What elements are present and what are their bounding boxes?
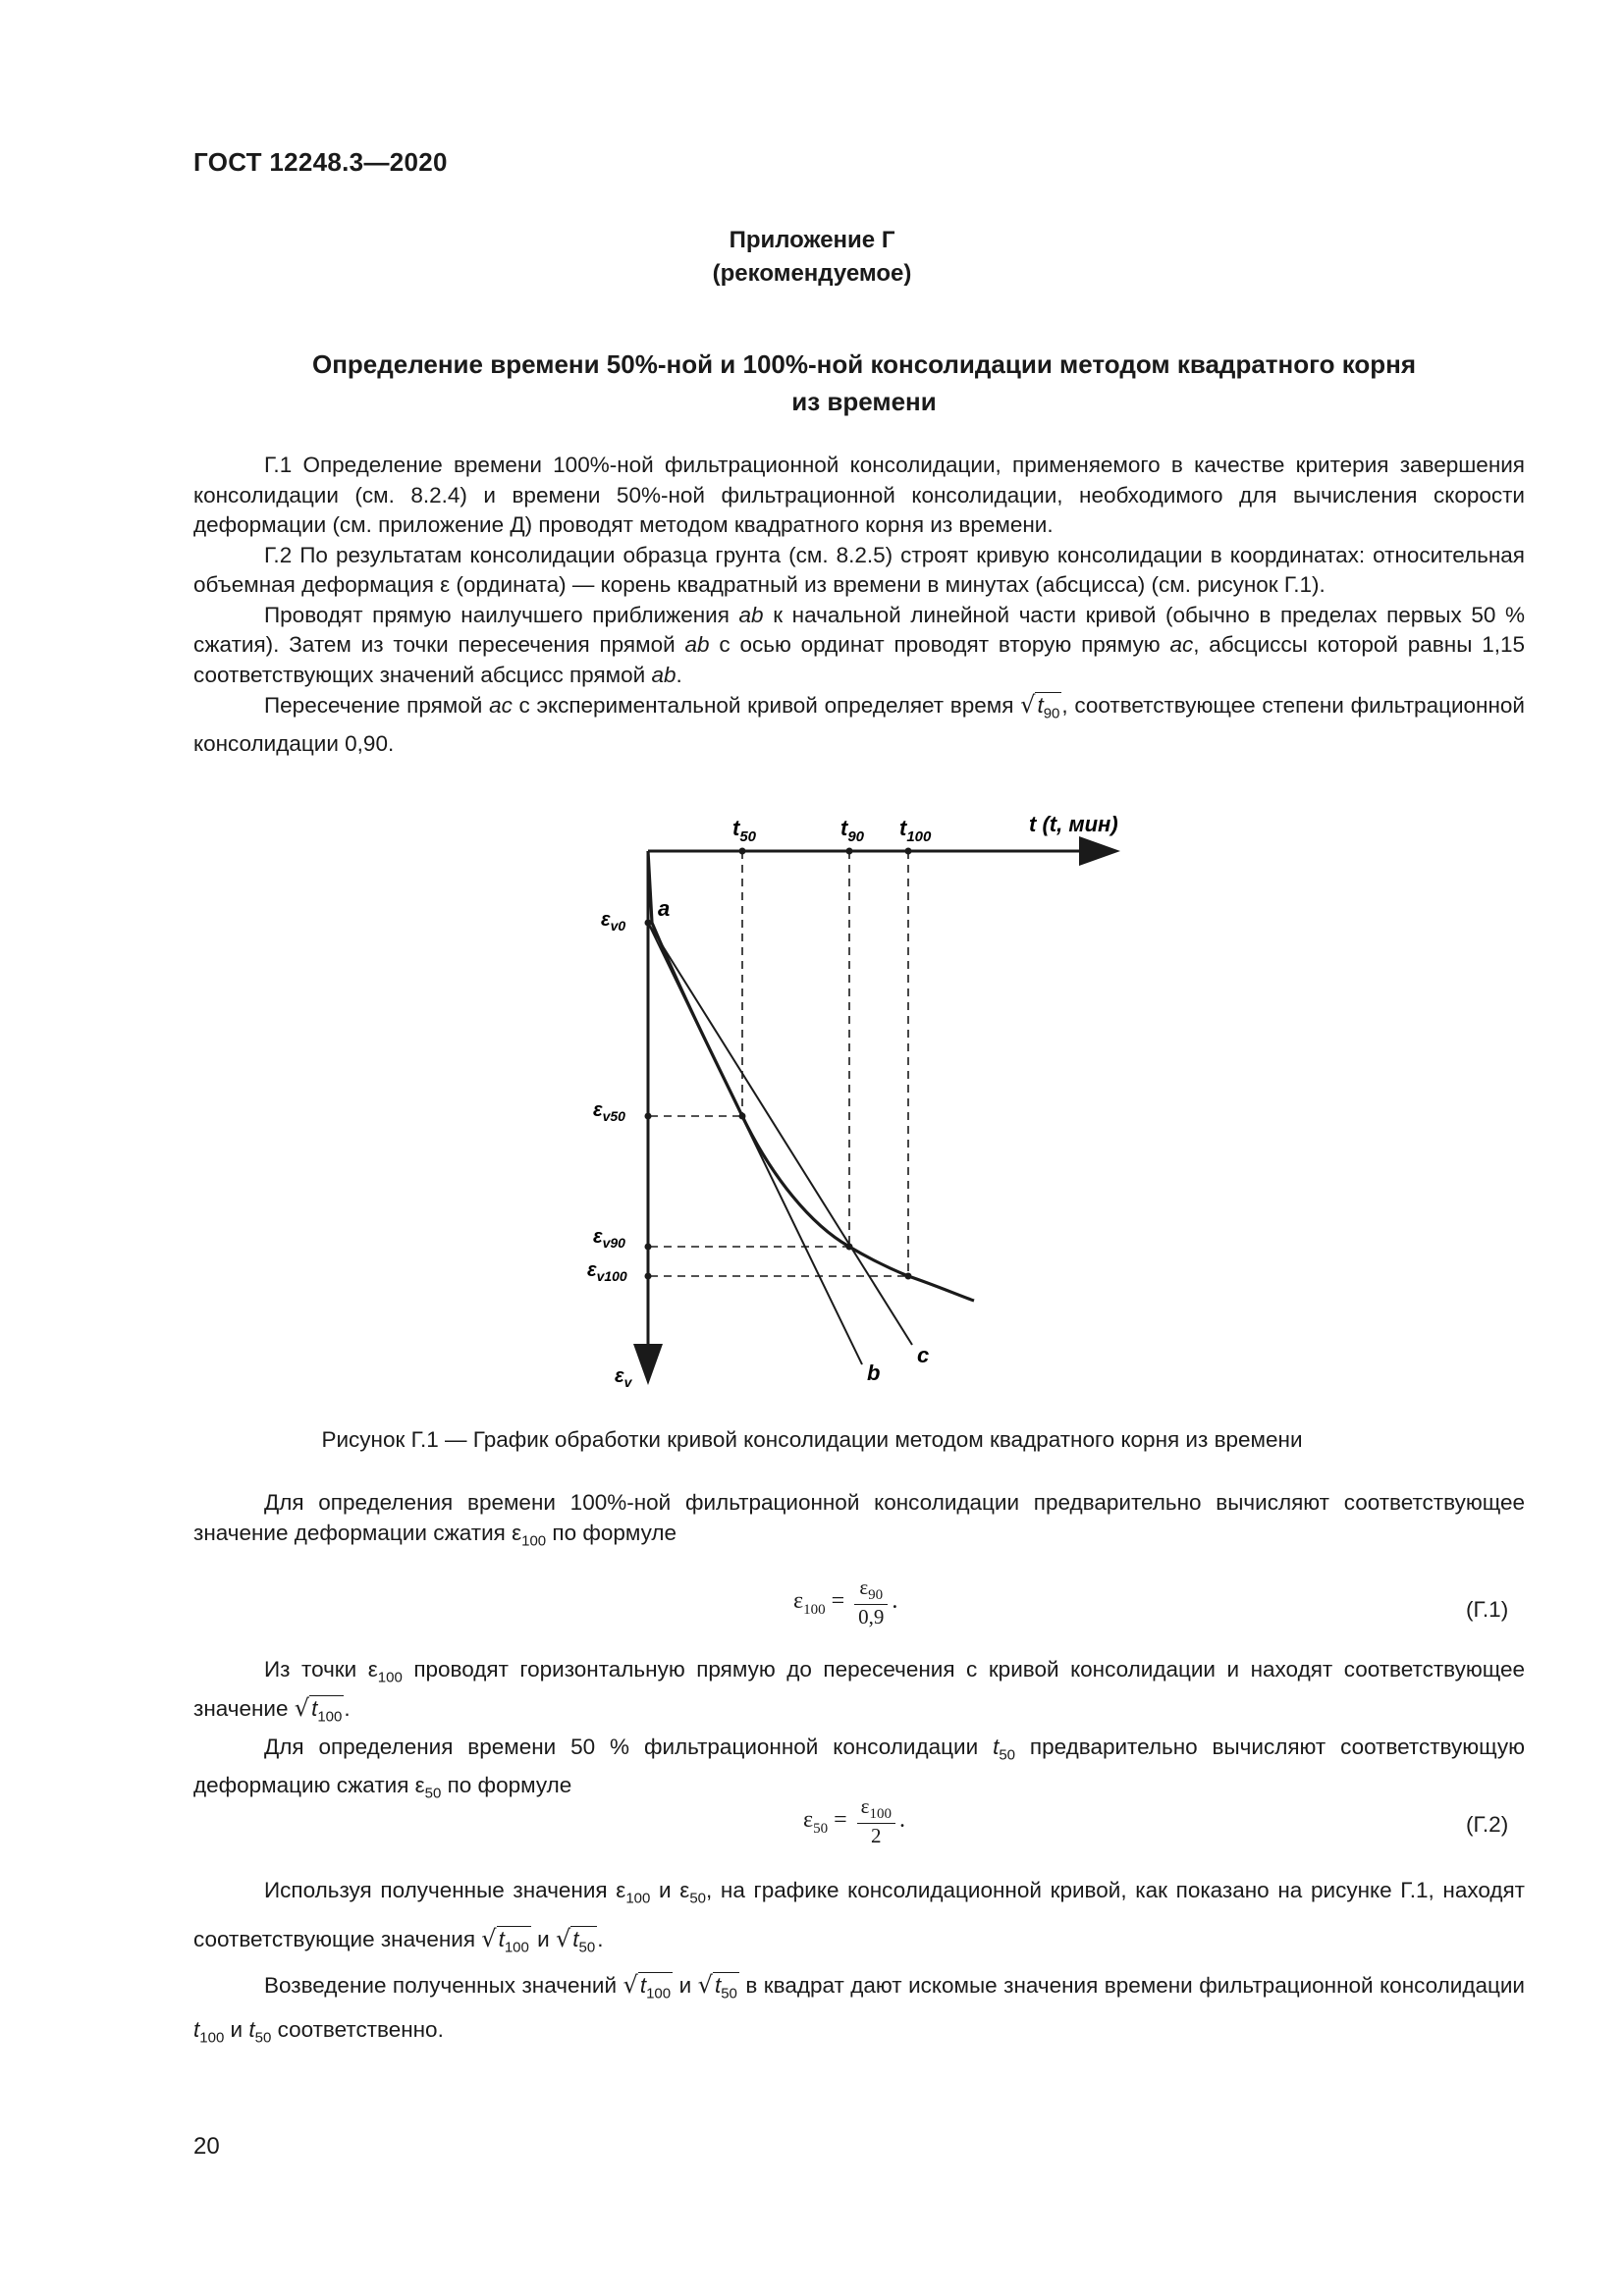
- body-block-3: [193, 1655, 1525, 1809]
- appendix-heading: [0, 224, 1624, 291]
- label-t90: $t_{90}$: [840, 816, 865, 845]
- dashed-guides: [650, 851, 908, 1276]
- label-eps-v90: $\varepsilon_{v90}$: [593, 1226, 625, 1251]
- paragraph-g1: Г.1 Определение времени 100%-ной фильтрационной консолидации, применяемого в качестве критерия завершения консолидации (см. 8.2.4) и времени 50%-ной фильтрационной консолидации, необходимого для вычисления скорости деформации (см. приложение Д) проводят методом квадратного корня из времени.: [193, 453, 1525, 537]
- paragraph-eps50-intro: Для определения времени 50 % фильтрационной консолидации $t_{50}$ предварительно вычисляют соответствующую деформацию сжатия $\varepsilon_{50}$ по формуле: [193, 1735, 1525, 1802]
- body-block-2: [193, 1488, 1525, 1557]
- formula-g2: $\varepsilon_{50}$ = $\frac{\varepsilon_{100}}{2}$ .: [803, 1794, 905, 1848]
- body-block-4: [193, 1871, 1525, 2056]
- label-eps-v100: $\varepsilon_{v100}$: [587, 1259, 627, 1284]
- label-eps-v: $\varepsilon_v$: [615, 1365, 632, 1389]
- section-title: [216, 346, 1512, 420]
- formula-g2-number: (Г.2): [1466, 1812, 1509, 1837]
- section-title-line-2: из времени: [791, 387, 937, 416]
- figure-caption: Рисунок Г.1 — График обработки кривой консолидации методом квадратного корня из времени: [321, 1427, 1303, 1452]
- appendix-name: Приложение Г: [729, 227, 895, 253]
- label-point-b: b: [867, 1361, 881, 1385]
- section-title-line-1: Определение времени 50%-ной и 100%-ной консолидации методом квадратного корня: [311, 349, 1417, 379]
- paragraph-values-usage: Используя полученные значения $\varepsilon_{100}$ и $\varepsilon_{50}$, на графике консолидационной кривой, как показано на рисунке Г.1, находят соответствующие значения $√t_{100}$ и $√t_{50}$.: [193, 1878, 1525, 1955]
- formula-g1-number: (Г.1): [1466, 1597, 1509, 1622]
- formula-g1: $\varepsilon_{100}$ = $\frac{\varepsilon_{90}}{0,9}$ .: [793, 1575, 898, 1629]
- label-t50: $t_{50}$: [732, 816, 757, 845]
- paragraph-g2: Г.2 По результатам консолидации образца грунта (см. 8.2.5) строят кривую консолидации в координатах: относительная объемная деформация ε (ордината) — корень квадратный из времени в минутах (абсцисса) (см. рисунок Г.1).: [193, 542, 1525, 597]
- label-point-a: a: [658, 896, 671, 921]
- paragraph-eps100-usage: Из точки $\varepsilon_{100}$ проводят горизонтальную прямую до пересечения с кривой консолидации и находят соответствующее значение $√t_{100}$.: [193, 1657, 1525, 1726]
- paragraph-squaring: Возведение полученных значений $√t_{100}$ и $√t_{50}$ в квадрат дают искомые значения времени фильтрационной консолидации $t_{100}$ и $t_{50}$ соответственно.: [193, 1971, 1526, 2046]
- consolidation-diagram: [550, 800, 1139, 1389]
- label-eps-v0: $\varepsilon_{v0}$: [601, 909, 626, 934]
- label-eps-v50: $\varepsilon_{v50}$: [593, 1099, 625, 1124]
- figure-g1: [550, 800, 1139, 1389]
- paragraph-best-fit: Проводят прямую наилучшего приближения ab к начальной линейной части кривой (обычно в пределах первых 50 % сжатия). Затем из точки пересечения прямой ab с осью ординат проводят вторую прямую ac, абсциссы которой равны 1,15 соответствующих значений абсцисс прямой ab.: [193, 602, 1525, 687]
- appendix-status: (рекомендуемое): [712, 260, 912, 287]
- page-number: 20: [193, 2133, 220, 2160]
- label-point-c: c: [917, 1343, 930, 1367]
- consolidation-curve: [648, 851, 974, 1301]
- line-ac: [648, 923, 912, 1345]
- marker-points: [645, 848, 912, 1280]
- label-t100: $t_{100}$: [899, 816, 932, 845]
- body-block-1: [193, 451, 1525, 760]
- paragraph-eps100-intro: Для определения времени 100%-ной фильтрационной консолидации предварительно вычисляют соответствующее значение деформации сжатия $\varepsilon_{100}$ по формуле: [193, 1490, 1525, 1549]
- document-code: ГОСТ 12248.3—2020: [193, 147, 448, 177]
- paragraph-intersection: Пересечение прямой ac с экспериментальной кривой определяет время $√t_{90}$, соответствующее степени фильтрационной консолидации 0,90.: [193, 691, 1525, 756]
- label-time-axis: t (t, мин): [1029, 812, 1118, 836]
